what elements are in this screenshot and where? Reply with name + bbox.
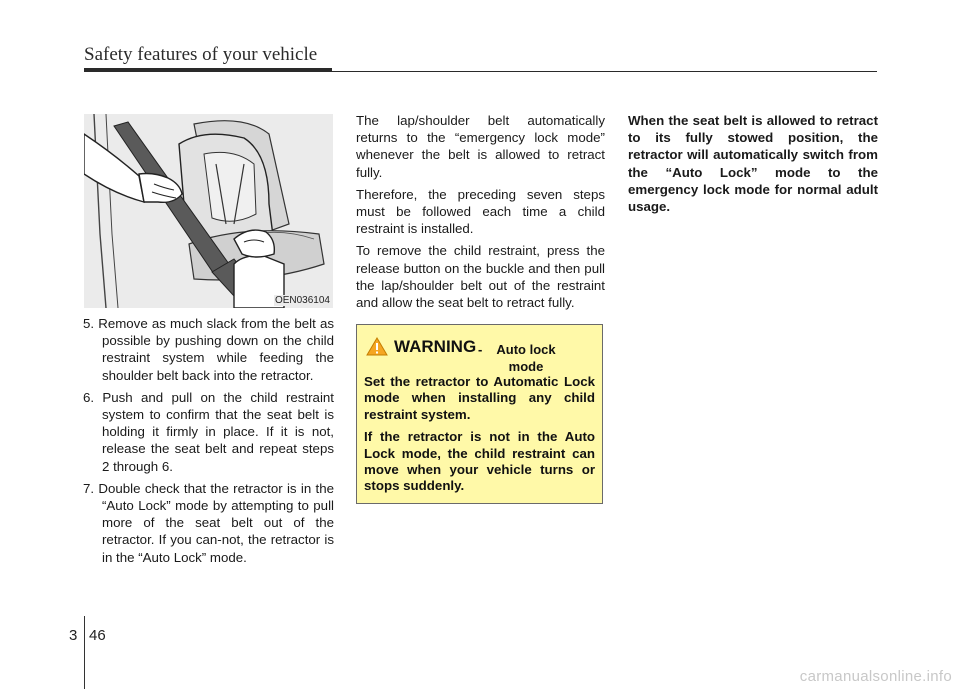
column-3-text [628, 112, 878, 215]
warning-triangle-icon [366, 337, 388, 356]
watermark: carmanualsonline.info [799, 668, 952, 685]
step-6: 6. Push and pull on the child restraint system to confirm that the seat belt is holding it firmly in place. If it is not, release the seat belt and repeat steps 2 through 6. [83, 389, 334, 474]
page-number: 46 [89, 627, 106, 644]
warning-heading [364, 337, 595, 374]
header-rule-thin [84, 71, 877, 72]
child-seat-drawing [84, 114, 333, 308]
warning-topic [478, 341, 566, 375]
figure-code: OEN036104 [274, 295, 330, 306]
warning-topic-line1: Auto lock [496, 342, 556, 357]
warning-box [356, 324, 603, 504]
child-seat-illustration [84, 114, 333, 308]
paragraph-repeat-steps: Therefore, the preceding seven steps must be followed each time a child restraint is installed. [356, 186, 605, 237]
warning-paragraph-2: If the retractor is not in the Auto Lock mode, the child restraint can move when your vehicle turns or stops suddenly. [364, 429, 595, 494]
paragraph-remove-restraint: To remove the child restraint, press the release button on the buckle and then pull the lap/shoulder belt out of the restraint and allow the seat belt to retract fully. [356, 243, 605, 311]
warning-label: WARNING [394, 337, 477, 356]
step-7: 7. Double check that the retractor is in the “Auto Lock” mode by attempting to pull more of the seat belt out of the retractor. If you can-not, the retractor is in the “Auto Lock” mode. [83, 480, 334, 565]
column-2-text [356, 112, 605, 316]
warning-dash: - [478, 342, 483, 357]
instruction-steps [83, 315, 334, 571]
paragraph-auto-lock-switch: When the seat belt is allowed to retract to its fully stowed position, the retractor will automatically switch from the “Auto Lock” mode to the emergency lock mode for normal adult usage. [628, 113, 878, 215]
warning-topic-line2: mode [508, 359, 544, 374]
footer-rule [84, 616, 85, 689]
step-5: 5. Remove as much slack from the belt as possible by pushing down on the child restraint system while feeding the shoulder belt back into the retractor. [83, 316, 334, 383]
page-chapter-number: 3 [69, 627, 78, 644]
paragraph-auto-return: The lap/shoulder belt automatically returns to the “emergency lock mode” whenever the belt is allowed to retract fully. [356, 113, 605, 180]
page-header-title: Safety features of your vehicle [84, 44, 318, 65]
warning-paragraph-1: Set the retractor to Automatic Lock mode when installing any child restraint system. [364, 374, 595, 422]
